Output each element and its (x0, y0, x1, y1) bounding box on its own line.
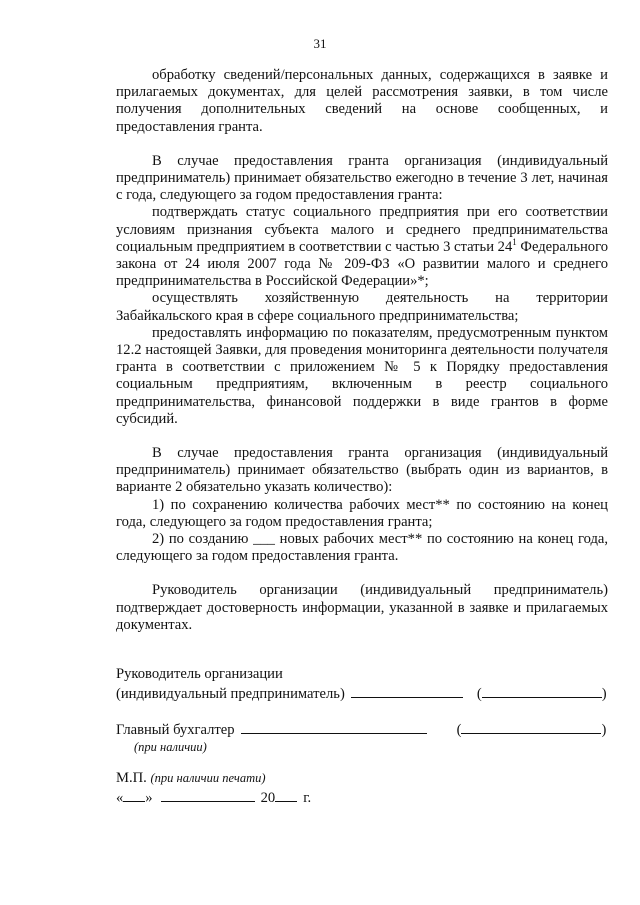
head-name-paren-close: ) (601, 686, 607, 703)
stamp-row (116, 770, 616, 787)
date-quote-close: » (145, 790, 153, 807)
accountant-name-paren-close: ) (601, 722, 607, 738)
paragraph-status-confirm-text-a: подтверждать статус социального предприятия при его соответствии условиям признания субъекта малого и среднего предпринимательства социальным предприятием в соответствии с частью 3 статьи 24 (116, 204, 608, 255)
superscript-1: 1 (512, 236, 517, 247)
head-name-paren-open: ( (476, 686, 482, 703)
paragraph-jobs-intro: В случае предоставления гранта организация (индивидуальный предприниматель) принимает обязательство (выбрать один из вариантов, в варианте 2 обязательно указать количество): (116, 445, 608, 496)
paragraph-obligation-intro: В случае предоставления гранта организация (индивидуальный предприниматель) принимает обязательство ежегодно в течение 3 лет, начиная с года, следующего за годом предоставления гранта: (116, 152, 608, 204)
head-label-line-1: Руководитель организации (116, 666, 283, 682)
date-month-field[interactable] (161, 787, 255, 802)
paragraph-jobs-option-2: 2) по созданию ___ новых рабочих мест** по состоянию на конец года, следующего за годом предоставления гранта. (116, 531, 608, 565)
paragraph-jobs-option-1: 1) по сохранению количества рабочих мест** по состоянию на конец года, следующего за годом предоставления гранта; (116, 496, 608, 530)
paragraph-consent: обработку сведений/персональных данных, содержащихся в заявке и прилагаемых документах, для целей рассмотрения заявки, в том числе получения дополнительных сведений на основе сообщенных, и предоставления гранта. (116, 67, 608, 135)
paragraph-confirmation: Руководитель организации (индивидуальный предприниматель) подтверждает достоверность информации, указанной в заявке и прилагаемых документах. (116, 582, 608, 633)
page-number: 31 (313, 36, 327, 51)
stamp-label: М.П. (116, 770, 147, 786)
accountant-signature-field[interactable] (241, 719, 427, 734)
head-signature-field[interactable] (351, 683, 463, 698)
head-label-line-2: (индивидуальный предприниматель) (116, 686, 345, 703)
date-year-field[interactable] (275, 787, 297, 802)
document-body (116, 67, 608, 634)
paragraph-status-confirm-text-b: Федерального закона от 24 июля 2007 года № 209-ФЗ «О развитии малого и среднего предпринимательства в Российской Федерации»*; (116, 238, 608, 290)
date-year-prefix: 20 (260, 790, 276, 807)
signature-head-block (116, 666, 616, 703)
date-day-field[interactable] (123, 787, 145, 802)
head-name-field[interactable] (482, 683, 602, 698)
date-quote-open: « (116, 790, 124, 807)
date-year-suffix: г. (303, 790, 312, 807)
date-row (116, 787, 616, 807)
stamp-note: (при наличии печати) (150, 771, 266, 785)
paragraph-reporting: предоставлять информацию по показателям, предусмотренным пунктом 12.2 настоящей Заявки, для проведения мониторинга деятельности получателя гранта в соответствии с приложением № 5 к Порядку предоставления социальным предприятиям, включенным в реестр социального предпринимательства, финансовой поддержки в виде грантов в форме субсидий. (116, 324, 608, 427)
accountant-note: (при наличии) (134, 740, 207, 755)
signature-accountant-block (116, 719, 616, 756)
paragraph-activity: осуществлять хозяйственную деятельность на территории Забайкальского края в сфере социального предпринимательства; (116, 290, 608, 324)
stamp-date-block (116, 770, 616, 807)
head-signature-row (116, 683, 616, 703)
accountant-signature-row (116, 719, 616, 739)
accountant-name-paren-open: ( (456, 722, 462, 738)
paragraph-status-confirm (116, 204, 608, 290)
accountant-name-field[interactable] (461, 719, 601, 734)
accountant-label: Главный бухгалтер (116, 722, 235, 738)
